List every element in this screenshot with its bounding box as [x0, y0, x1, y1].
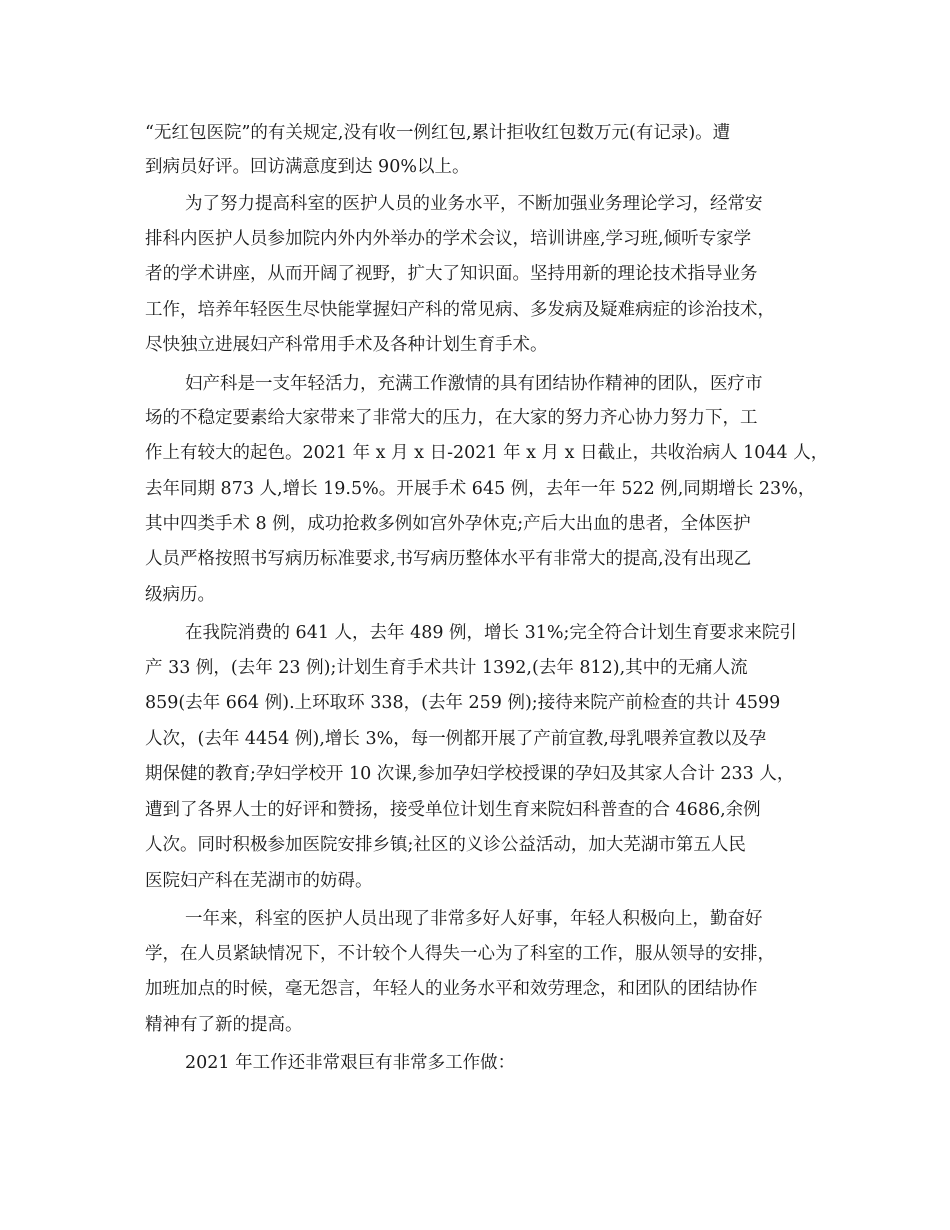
paragraph-start-line: 为了努力提高科室的医护人员的业务水平，不断加强业务理论学习，经常安: [185, 194, 763, 214]
text-line: 去年同期 873 人,增长 19.5%。开展手术 645 例，去年一年 522 例,同期增长 23%，: [145, 479, 816, 499]
text-line: 人次。同时积极参加医院安排乡镇;社区的义诊公益活动，加大芜湖市第五人民: [145, 835, 746, 855]
text-line: 其中四类手术 8 例，成功抢救多例如宫外孕休克;产后大出血的患者，全体医护: [145, 514, 751, 534]
text-line: 尽快独立进展妇产科常用手术及各种计划生育手术。: [145, 335, 548, 355]
text-line: 者的学术讲座，从而开阔了视野，扩大了知识面。坚持用新的理论技术指导业务: [145, 264, 758, 284]
paragraph-start-line: 妇产科是一支年轻活力，充满工作激情的具有团结协作精神的团队，医疗市: [185, 374, 763, 394]
text-line: 排科内医护人员参加院内外内外举办的学术会议，培训讲座,学习班,倾听专家学: [145, 229, 752, 249]
text-line: 作上有较大的起色。2021 年 x 月 x 日-2021 年 x 月 x 日截止，共收治病人 1044 人，: [145, 443, 829, 463]
text-line: 场的不稳定要素给大家带来了非常大的压力，在大家的努力齐心协力努力下，工: [145, 408, 758, 428]
paragraph-start-line: 在我院消费的 641 人，去年 489 例，增长 31%;完全符合计划生育要求来院引: [185, 623, 797, 643]
paragraph-start-line: 一年来，科室的医护人员出现了非常多好人好事，年轻人积极向上，勤奋好: [185, 909, 763, 929]
text-line: 期保健的教育;孕妇学校开 10 次课,参加孕妇学校授课的孕妇及其家人合计 233 人，: [145, 764, 795, 784]
text-line: 到病员好评。回访满意度到达 90%以上。: [145, 157, 470, 177]
paragraph-start-line: 2021 年工作还非常艰巨有非常多工作做：: [185, 1053, 516, 1073]
text-line: 工作，培养年轻医生尽快能掌握妇产科的常见病、多发病及疑难病症的诊治技术，: [145, 300, 775, 320]
text-line: 级病历。: [145, 585, 215, 605]
text-line: 遭到了各界人士的好评和赞扬，接受单位计划生育来院妇科普查的合 4686,余例: [145, 800, 761, 820]
text-line: 859(去年 664 例).上环取环 338，(去年 259 例);接待来院产前检查的共计 4599: [145, 693, 781, 713]
text-line: 精神有了新的提高。: [145, 1015, 303, 1035]
text-line: 加班加点的时候，毫无怨言，年轻人的业务水平和效劳理念，和团队的团结协作: [145, 979, 758, 999]
text-line: 学，在人员紧缺情况下，不计较个人得失一心为了科室的工作，服从领导的安排，: [145, 944, 775, 964]
text-line: “无红包医院”的有关规定,没有收一例红包,累计拒收红包数万元(有记录)。遭: [145, 123, 731, 143]
text-line: 人员严格按照书写病历标准要求,书写病历整体水平有非常大的提高,没有出现乙: [145, 549, 752, 569]
text-line: 医院妇产科在芜湖市的妨碍。: [145, 871, 373, 891]
text-line: 产 33 例，(去年 23 例);计划生育手术共计 1392,(去年 812),其中的无痛人流: [145, 658, 748, 678]
text-line: 人次，(去年 4454 例),增长 3%，每一例都开展了产前宣教,母乳喂养宣教以及孕: [145, 729, 767, 749]
